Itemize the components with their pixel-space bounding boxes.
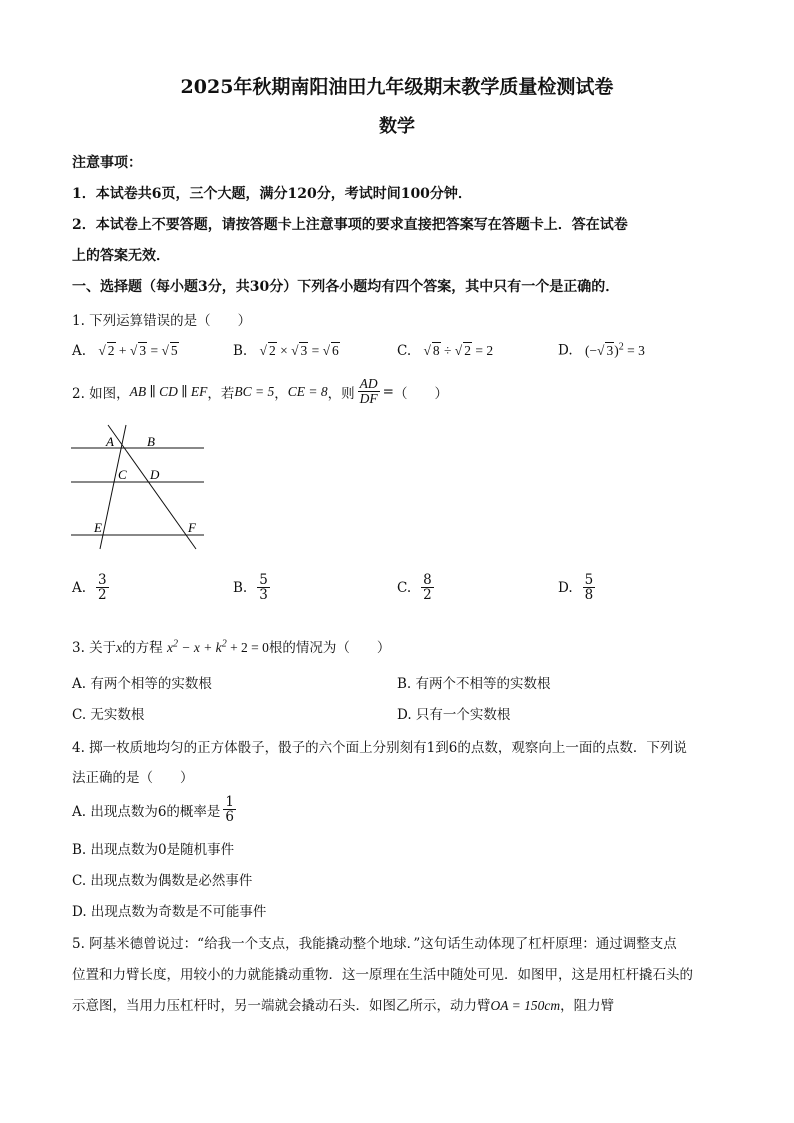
q4-option-a: [72, 795, 239, 824]
q3-option-b: B. 有两个不相等的实数根: [397, 676, 551, 692]
q5-line-3-a: 示意图，当用力压杠杆时，另一端就会撬动石头．如图乙所示，动力臂: [72, 998, 491, 1014]
q2-d-frac: [583, 573, 596, 602]
label-f: F: [188, 520, 196, 535]
q2-d-label: D.: [558, 579, 573, 596]
q2-ratio-num: AD: [359, 376, 378, 391]
q2-mid2: ，: [274, 385, 288, 402]
q3-option-c: C. 无实数根: [72, 707, 145, 723]
label-e: E: [94, 520, 102, 535]
label-b: B: [147, 434, 155, 449]
q3-equation: $x^2 - x + k^2 + 2 = 0$: [166, 638, 269, 655]
q3-stem: [72, 636, 390, 656]
q5-line-3-b: ，阻力臂: [560, 998, 615, 1014]
q2-c-den: 2: [423, 587, 432, 604]
q3-option-d: D. 只有一个实数根: [397, 707, 511, 723]
q2-parallel-lines-figure: [66, 422, 211, 557]
q2-d-den: 8: [584, 587, 594, 604]
q1-option-d: [558, 341, 645, 359]
notice-heading: 注意事项：: [72, 155, 142, 171]
subject-title: 数学: [379, 116, 415, 137]
q5-line-3: [72, 994, 614, 1014]
q1-b-label: B.: [233, 343, 248, 359]
q2-suffix: （ ）: [393, 385, 448, 402]
q2-c-label: C.: [397, 579, 412, 596]
q4-a-den: 6: [225, 809, 235, 826]
q4-option-d: D. 出现点数为奇数是不可能事件: [72, 904, 267, 920]
exam-title: 2025年秋期南阳油田九年级期末教学质量检测试卷: [180, 76, 614, 98]
q2-stem: [72, 377, 448, 406]
q4-stem-line-1: 4. 掷一枚质地均匀的正方体骰子，骰子的六个面上分别刻有1到6的点数，观察向上一面的点数．下列说: [72, 740, 687, 756]
q5-oa: OA = 150cm: [490, 998, 561, 1013]
q1-option-b: [233, 343, 340, 359]
q2-bc: BC = 5: [234, 383, 275, 399]
q2-mid: ，若: [207, 385, 235, 402]
q2-b-label: B.: [233, 579, 248, 596]
section-heading: 一、选择题（每小题3分，共30分）下列各小题均有四个答案，其中只有一个是正确的．: [72, 279, 620, 295]
notice-item-2-line-2: 上的答案无效．: [72, 248, 170, 264]
q2-option-d: [558, 573, 598, 602]
q3-stem-b: 的方程: [122, 640, 163, 656]
q3-option-a: A. 有两个相等的实数根: [72, 676, 212, 692]
q1-c-label: C.: [397, 343, 412, 359]
q4-a-frac: [223, 795, 236, 824]
notice-item-2-line-1: 2．本试卷上不要答题，请按答题卡上注意事项的要求直接把答案写在答题卡上．答在试卷: [72, 217, 628, 233]
q4-option-b: B. 出现点数为0是随机事件: [72, 842, 235, 858]
q5-line-2: 位置和力臂长度，用较小的力就能撬动重物．这一原理在生活中随处可见．如图甲，这是用杠杆撬石头的: [72, 967, 693, 983]
label-a: A: [106, 434, 114, 449]
q2-a-den: 2: [98, 587, 107, 604]
notice-item-1: 1．本试卷共6页，三个大题，满分120分，考试时间100分钟．: [72, 186, 472, 202]
q2-ratio-den: DF: [359, 391, 378, 407]
q3-stem-a: 3. 关于: [72, 640, 117, 656]
q2-c-frac: [421, 573, 434, 602]
q2-parallel: AB ∥ CD ∥ EF: [129, 383, 208, 399]
q1-d-label: D.: [558, 342, 573, 359]
q2-option-a: [72, 573, 112, 602]
q5-line-1: 5. 阿基米德曾说过：“给我一个支点，我能撬动整个地球．”这句话生动体现了杠杆原理：通过调整支点: [72, 936, 677, 952]
q2-prefix: 2. 如图，: [72, 385, 130, 402]
q1-b-expr: √ 2 × √ 3 = √ 6: [259, 343, 339, 358]
q2-option-c: [397, 573, 437, 602]
q2-mid3: ，则: [327, 385, 355, 402]
q2-a-label: A.: [72, 579, 87, 596]
q2-a-num: 3: [98, 572, 107, 588]
q4-option-c: C. 出现点数为偶数是必然事件: [72, 873, 253, 889]
q3-var-x: x: [116, 640, 123, 655]
q1-a-expr: √ 2 + √ 3 = √ 5: [98, 343, 178, 358]
q2-d-num: 5: [584, 572, 594, 588]
q2-eq: =: [382, 383, 394, 400]
q3-stem-c: 根的情况为（ ）: [268, 640, 391, 656]
q2-b-frac: [257, 573, 270, 602]
q1-a-label: A.: [72, 343, 87, 359]
q2-ce: CE = 8: [287, 383, 328, 399]
q1-stem: 1. 下列运算错误的是（ ）: [72, 313, 252, 329]
q2-a-frac: [96, 573, 109, 602]
q1-c-expr: √ 8 ÷ √ 2 = 2: [423, 343, 494, 358]
q4-a-text: A. 出现点数为6的概率是: [72, 803, 221, 820]
q4-a-num: 1: [225, 794, 235, 810]
q2-b-num: 5: [259, 572, 268, 588]
q1-d-expr: (−√ 3)$^2$ = 3: [584, 341, 645, 358]
q2-c-num: 8: [423, 572, 432, 588]
q4-stem-line-2: 法正确的是（ ）: [72, 770, 194, 786]
q1-option-c: [397, 343, 493, 359]
q2-ratio: [358, 377, 380, 406]
q2-b-den: 3: [259, 587, 268, 604]
label-c: C: [118, 467, 127, 482]
q1-option-a: [72, 343, 179, 359]
q2-option-b: [233, 573, 273, 602]
label-d: D: [150, 467, 160, 482]
